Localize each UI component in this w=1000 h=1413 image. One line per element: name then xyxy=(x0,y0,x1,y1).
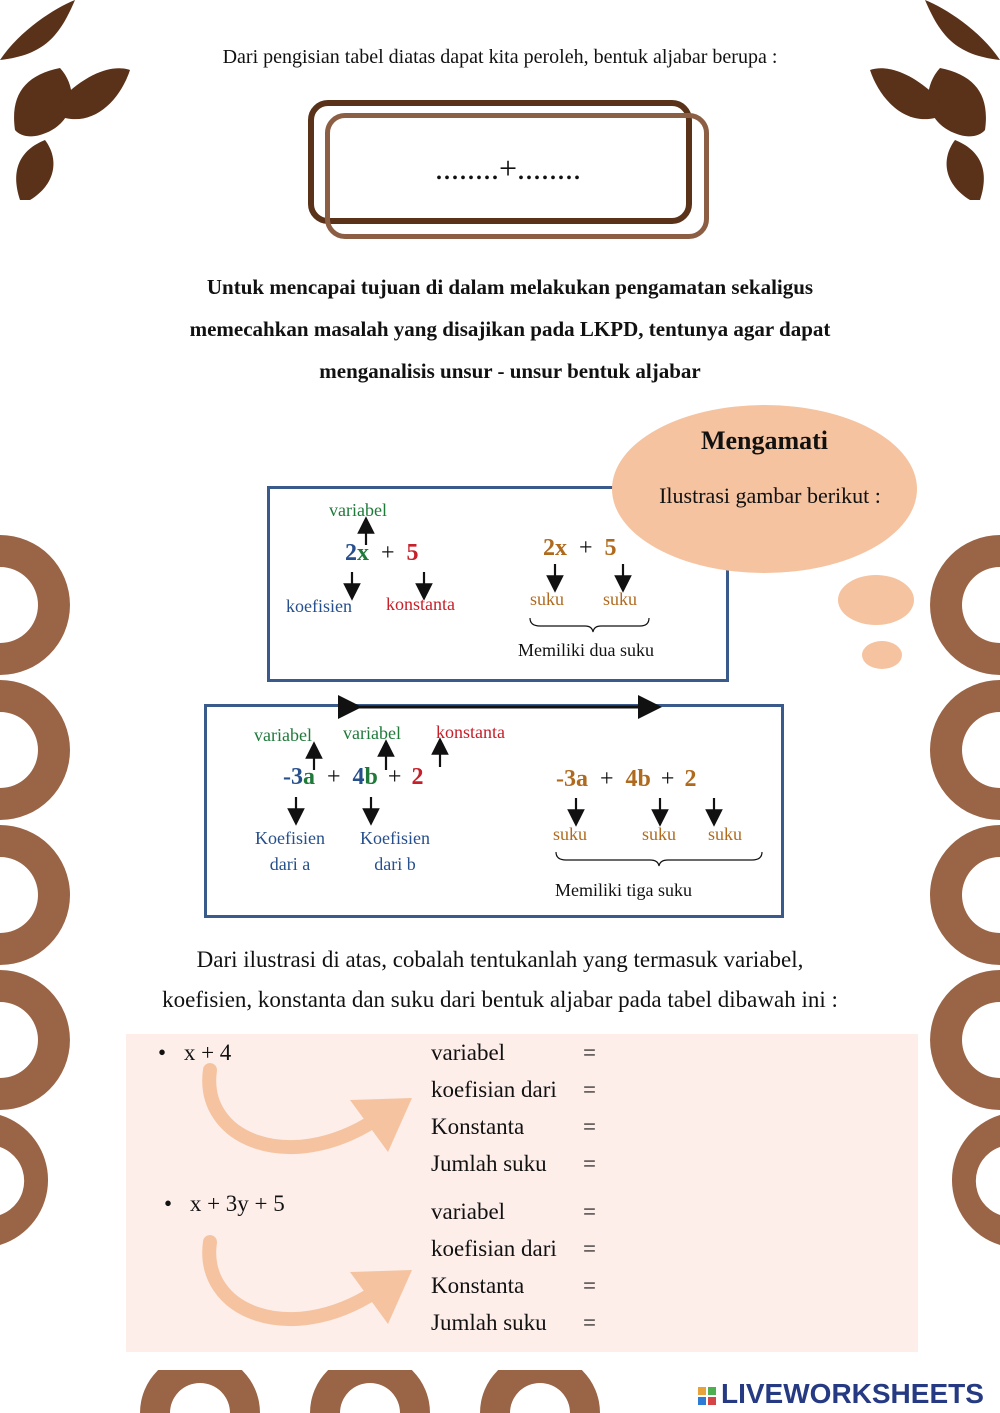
p1-right-plus: + xyxy=(579,535,593,561)
intro-text: Dari pengisian tabel diatas dapat kita peroleh, bentuk aljabar berupa : xyxy=(222,46,778,68)
curved-arrow-2-icon xyxy=(190,1232,430,1352)
q1-eq-4: = xyxy=(583,1151,596,1176)
q2-label-variabel: variabel xyxy=(431,1199,506,1224)
p1-coef-label: koefisien xyxy=(286,596,352,616)
question-1-expr: x + 4 xyxy=(183,1040,232,1065)
question-1-expression xyxy=(158,1040,231,1066)
p1-term-label-1: suku xyxy=(530,589,565,609)
question-intro-line-2: koefisien, konstanta dan suku dari bentuk aljabar pada tabel dibawah ini : xyxy=(162,987,838,1012)
q1-eq-2: = xyxy=(583,1077,596,1102)
q1-eq-3: = xyxy=(583,1114,596,1139)
decor-drops-left-icon xyxy=(0,0,140,210)
curved-arrow-1-icon xyxy=(190,1060,430,1180)
p2-plus-1: + xyxy=(327,764,341,790)
thought-bubble-dot-large xyxy=(838,575,914,625)
question-2-expression xyxy=(164,1191,285,1217)
p2-const-label: konstanta xyxy=(436,722,505,742)
thought-bubble-dot-small xyxy=(862,641,902,669)
q1-eq-1: = xyxy=(583,1040,596,1065)
p2-coef-a-line-2: dari a xyxy=(269,854,311,874)
goal-line-1: Untuk mencapai tujuan di dalam melakukan pengamatan sekaligus xyxy=(206,275,814,299)
logo-squares-icon xyxy=(697,1386,721,1406)
bubble-title: Mengamati xyxy=(700,426,829,455)
p2-term1-var: a xyxy=(303,764,315,790)
p2-coef-b-line-1: Koefisien xyxy=(360,828,430,848)
p2-term2-coef: 4 xyxy=(352,764,365,790)
p1-var: x xyxy=(357,540,369,566)
p2-term1-coef: -3 xyxy=(283,764,303,790)
q1-label-jumlah-suku: Jumlah suku xyxy=(431,1151,547,1176)
liveworksheets-logo xyxy=(697,1378,984,1410)
p2-coef-b-line-2: dari b xyxy=(374,854,416,874)
q1-label-variabel: variabel xyxy=(431,1040,506,1065)
bubble-subtitle: Ilustrasi gambar berikut : xyxy=(659,483,881,508)
p1-summary: Memiliki dua suku xyxy=(518,640,654,660)
p1-coef: 2 xyxy=(345,540,357,566)
p1-const-label: konstanta xyxy=(386,594,455,614)
logo-text: LIVEWORKSHEETS xyxy=(721,1378,984,1409)
p2-suku-label-1: suku xyxy=(553,824,588,844)
p2-summary: Memiliki tiga suku xyxy=(555,880,692,900)
p2-suku-label-3: suku xyxy=(708,824,743,844)
q1-label-konstanta: Konstanta xyxy=(431,1114,525,1139)
p2-coef-a-line-1: Koefisien xyxy=(255,828,325,848)
p1-term2: 5 xyxy=(604,535,617,561)
p2-right-term1: -3a xyxy=(556,766,588,792)
question-2-bullet: • xyxy=(164,1191,173,1216)
decor-rings-bottom-icon xyxy=(130,1370,650,1413)
question-1-bullet: • xyxy=(158,1040,167,1065)
q2-label-koefisien: koefisian dari xyxy=(431,1236,557,1261)
goal-line-2: memecahkan masalah yang disajikan pada LKPD, tentunya agar dapat xyxy=(189,317,831,341)
q2-eq-1: = xyxy=(583,1199,596,1224)
goal-line-3: menganalisis unsur - unsur bentuk aljabar xyxy=(319,359,701,383)
p2-right-term2: 4b xyxy=(625,766,651,792)
p1-variable-label: variabel xyxy=(329,500,387,520)
p1-term-label-2: suku xyxy=(603,589,638,609)
p2-const: 2 xyxy=(411,764,424,790)
q2-label-jumlah-suku: Jumlah suku xyxy=(431,1310,547,1335)
p2-var-label-1: variabel xyxy=(254,725,312,745)
p2-right-plus-2: + xyxy=(660,766,675,792)
goal-text xyxy=(110,266,910,392)
p2-term2-var: b xyxy=(364,764,378,790)
q2-label-konstanta: Konstanta xyxy=(431,1273,525,1298)
q1-label-koefisien: koefisian dari xyxy=(431,1077,557,1102)
p2-var-label-2: variabel xyxy=(343,723,401,743)
answer-box-text[interactable]: ........+........ xyxy=(434,150,582,186)
p2-suku-label-2: suku xyxy=(642,824,677,844)
p1-plus: + xyxy=(381,540,395,566)
q2-eq-4: = xyxy=(583,1310,596,1335)
p1-term1: 2x xyxy=(543,535,567,561)
p2-plus-2: + xyxy=(387,764,402,790)
question-intro-line-1: Dari ilustrasi di atas, cobalah tentukanlah yang termasuk variabel, xyxy=(196,947,804,972)
question-2-expr: x + 3y + 5 xyxy=(189,1191,285,1216)
p1-const: 5 xyxy=(406,540,419,566)
p2-right-term3: 2 xyxy=(684,766,697,792)
p2-right-plus-1: + xyxy=(600,766,614,792)
decor-drops-right-icon xyxy=(860,0,1000,210)
question-intro xyxy=(60,940,940,1020)
q2-eq-3: = xyxy=(583,1273,596,1298)
q2-eq-2: = xyxy=(583,1236,596,1261)
